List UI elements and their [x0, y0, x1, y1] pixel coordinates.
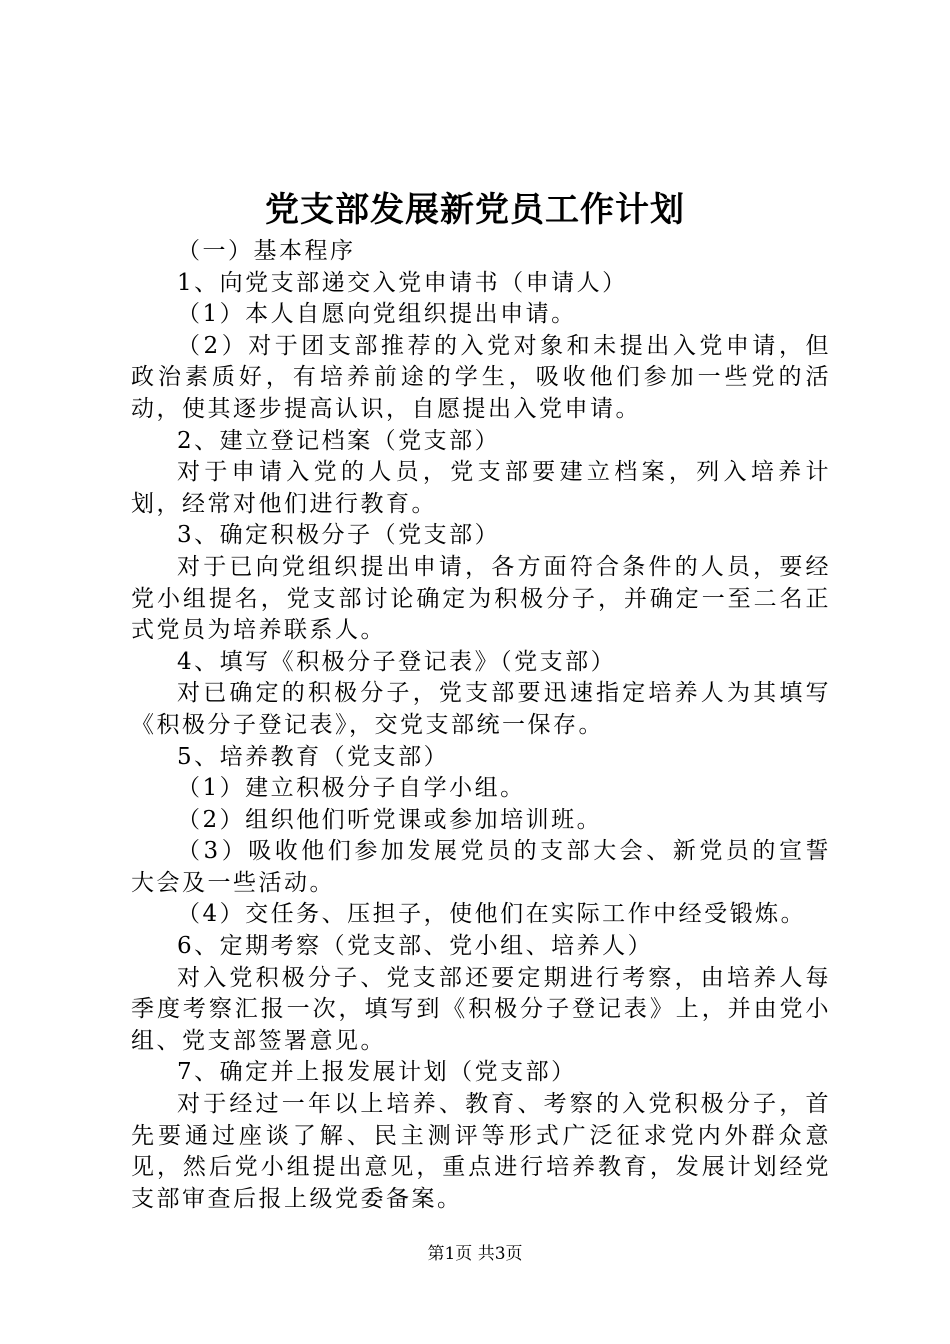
paragraph: （4）交任务、压担子，使他们在实际工作中经受锻炼。	[177, 901, 807, 928]
paragraph: 对已确定的积极分子，党支部要迅速指定培养人为其填写《积极分子登记表》，交党支部统一保存。	[131, 680, 831, 738]
paragraph: （1）建立积极分子自学小组。	[177, 775, 526, 802]
paragraph: （2）组织他们听党课或参加培训班。	[177, 806, 603, 833]
paragraph: 对入党积极分子、党支部还要定期进行考察，由培养人每季度考察汇报一次，填写到《积极分子登记表》上，并由党小组、党支部签署意见。	[131, 964, 831, 1054]
paragraph: （3）吸收他们参加发展党员的支部大会、新党员的宣誓大会及一些活动。	[131, 838, 831, 896]
paragraph: 5、培养教育（党支部）	[177, 743, 450, 770]
paragraph: 3、确定积极分子（党支部）	[177, 522, 501, 549]
paragraph: （一）基本程序	[177, 238, 356, 264]
paragraph: 7、确定并上报发展计划（党支部）	[177, 1059, 577, 1086]
paragraph: 2、建立登记档案（党支部）	[177, 427, 501, 454]
paragraph: 对于申请入党的人员，党支部要建立档案，列入培养计划，经常对他们进行教育。	[131, 459, 831, 517]
paragraph: （1）本人自愿向党组织提出申请。	[177, 301, 577, 328]
paragraph: 对于经过一年以上培养、教育、考察的入党积极分子，首先要通过座谈了解、民主测评等形式广泛征求党内外群众意见，然后党小组提出意见，重点进行培养教育，发展计划经党支部审查后报上级党委备案。	[131, 1091, 831, 1212]
paragraph: 4、填写《积极分子登记表》（党支部）	[177, 648, 617, 675]
paragraph: 对于已向党组织提出申请，各方面符合条件的人员，要经党小组提名，党支部讨论确定为积极分子，并确定一至二名正式党员为培养联系人。	[131, 553, 831, 644]
paragraph: 1、向党支部递交入党申请书（申请人）	[177, 269, 628, 296]
document-body	[131, 236, 831, 1215]
document-title: 党支部发展新党员工作计划	[265, 190, 685, 230]
page-footer: 第1页 共3页	[427, 1244, 523, 1264]
paragraph: 6、定期考察（党支部、党小组、培养人）	[177, 933, 654, 960]
paragraph: （2）对于团支部推荐的入党对象和未提出入党申请，但政治素质好，有培养前途的学生，吸收他们参加一些党的活动，使其逐步提高认识，自愿提出入党申请。	[131, 332, 831, 422]
